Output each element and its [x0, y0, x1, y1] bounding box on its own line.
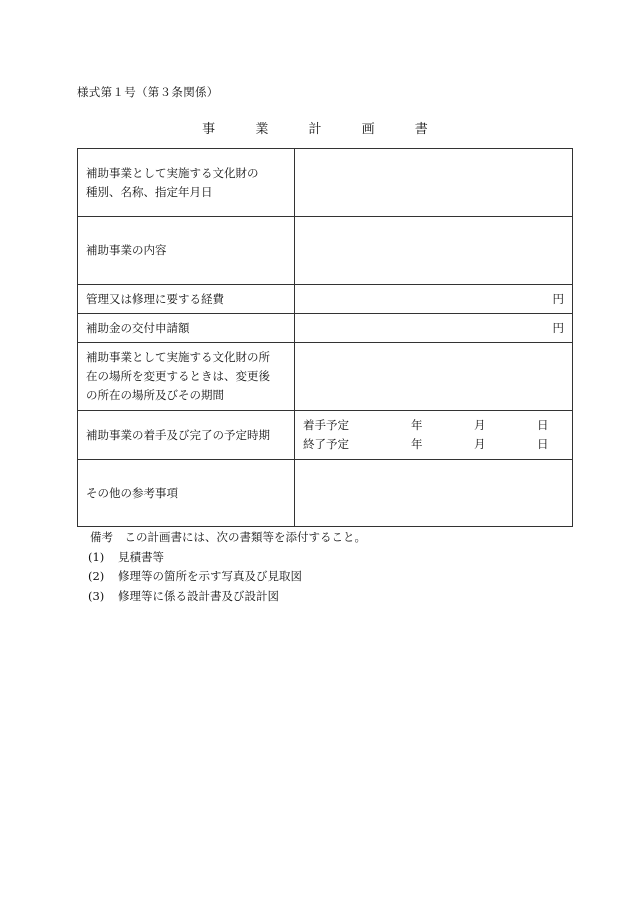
title-char: 画: [361, 122, 375, 137]
grant-value-field[interactable]: [295, 314, 573, 343]
row-location: [78, 343, 573, 411]
row-target: [78, 149, 573, 217]
grant-label: 補助金の交付申請額: [78, 314, 295, 343]
yen-unit: 円: [552, 291, 564, 306]
content-label: 補助事業の内容: [78, 217, 295, 285]
title-char: 計: [308, 122, 322, 137]
notes-header: 備考 この計画書には、次の書類等を添付すること。: [90, 530, 366, 544]
end-schedule-line: 終了予定 年 月 日: [303, 437, 549, 451]
schedule-value-field[interactable]: [295, 411, 573, 460]
content-value-field[interactable]: [295, 217, 573, 285]
row-expense: [78, 285, 573, 314]
expense-label: 管理又は修理に要する経費: [78, 285, 295, 314]
row-content: [78, 217, 573, 285]
expense-value-field[interactable]: [295, 285, 573, 314]
title-char: 業: [255, 122, 269, 137]
other-value-field[interactable]: [295, 460, 573, 527]
row-schedule: [78, 411, 573, 460]
start-schedule-line: 着手予定 年 月 日: [303, 418, 549, 432]
note-item: (1) 見積書等: [88, 549, 164, 564]
other-label: その他の参考事項: [78, 460, 295, 527]
form-number: 様式第１号（第３条関係）: [77, 85, 219, 99]
row-other: [78, 460, 573, 527]
plan-form-table: [77, 148, 573, 527]
yen-unit: 円: [552, 320, 564, 335]
note-item: (3) 修理等に係る設計書及び設計図: [88, 588, 279, 603]
title-char: 事: [202, 122, 216, 137]
row-grant: [78, 314, 573, 343]
target-label: 補助事業として実施する文化財の 種別、名称、指定年月日: [78, 149, 295, 217]
target-value-field[interactable]: [295, 149, 573, 217]
note-item: (2) 修理等の箇所を示す写真及び見取図: [88, 569, 302, 583]
notes: [90, 528, 366, 606]
title-char: 書: [414, 122, 428, 137]
location-value-field[interactable]: [295, 343, 573, 411]
document-title: [0, 118, 630, 137]
location-label: 補助事業として実施する文化財の所 在の場所を変更するときは、変更後 の所在の場所及びその期間: [78, 343, 295, 411]
schedule-label: 補助事業の着手及び完了の予定時期: [78, 411, 295, 460]
